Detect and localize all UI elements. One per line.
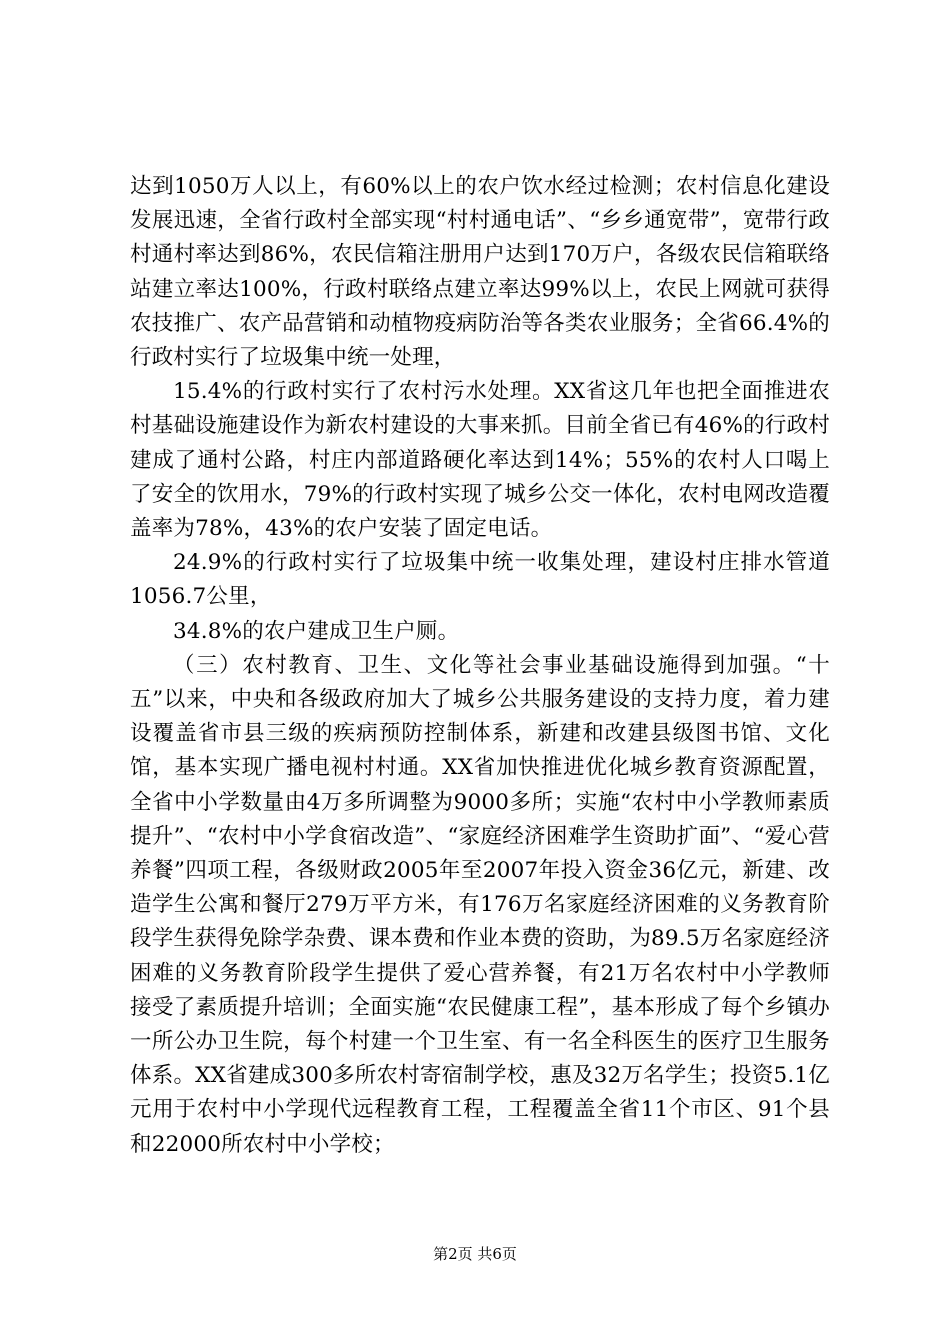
paragraph-garbage-collection: 24.9%的行政村实行了垃圾集中统一收集处理，建设村庄排水管道1056.7公里， (130, 550, 830, 610)
paragraph-social-services: （三）农村教育、卫生、文化等社会事业基础设施得到加强。“十五”以来，中央和各级政府加大了城乡公共服务建设的支持力度，着力建设覆盖省市县三级的疾病预防控制体系，新建和改建县级图书馆、文化馆，基本实现广播电视村村通。XX省加快推进优化城乡教育资源配置，全省中小学数量由4万多所调整为9000多所；实施“农村中小学教师素质提升”、“农村中小学食宿改造”、“家庭经济困难学生资助扩面”、“爱心营养餐”四项工程，各级财政2005年至2007年投入资金36亿元，新建、改造学生公寓和餐厅279万平方米，有176万名家庭经济困难的义务教育阶段学生获得免除学杂费、课本费和作业本费的资助，为89.5万名家庭经济困难的义务教育阶段学生提供了爱心营养餐，有21万名农村中小学教师接受了素质提升培训；全面实施“农民健康工程”，基本形成了每个乡镇办一所公办卫生院，每个村建一个卫生室、有一名全科医生的医疗卫生服务体系。XX省建成300多所农村寄宿制学校，惠及32万名学生；投资5.1亿元用于农村中小学现代远程教育工程，工程覆盖全省11个市区、91个县和22000所农村中小学校； (130, 652, 830, 1157)
paragraph-rural-informatization: 达到1050万人以上，有60%以上的农户饮水经过检测；农村信息化建设发展迅速，全省行政村全部实现“村村通电话”、“乡乡通宽带”，宽带行政村通村率达到86%，农民信箱注册用户达到170万户，各级农民信箱联络站建立率达100%，行政村联络点建立率达99%以上，农民上网就可获得农技推广、农产品营销和动植物疫病防治等各类农业服务；全省66.4%的行政村实行了垃圾集中统一处理， (130, 174, 830, 371)
paragraph-sanitary-toilets: 34.8%的农户建成卫生户厕。 (173, 618, 460, 644)
page-footer: 第2页 共6页 (433, 1245, 517, 1263)
document-body (130, 170, 830, 1162)
paragraph-infrastructure: 15.4%的行政村实行了农村污水处理。XX省这几年也把全面推进农村基础设施建设作为新农村建设的大事来抓。目前全省已有46%的行政村建成了通村公路，村庄内部道路硬化率达到14%；55%的农村人口喝上了安全的饮用水，79%的行政村实现了城乡公交一体化，农村电网改造覆盖率为78%，43%的农户安装了固定电话。 (130, 379, 830, 542)
